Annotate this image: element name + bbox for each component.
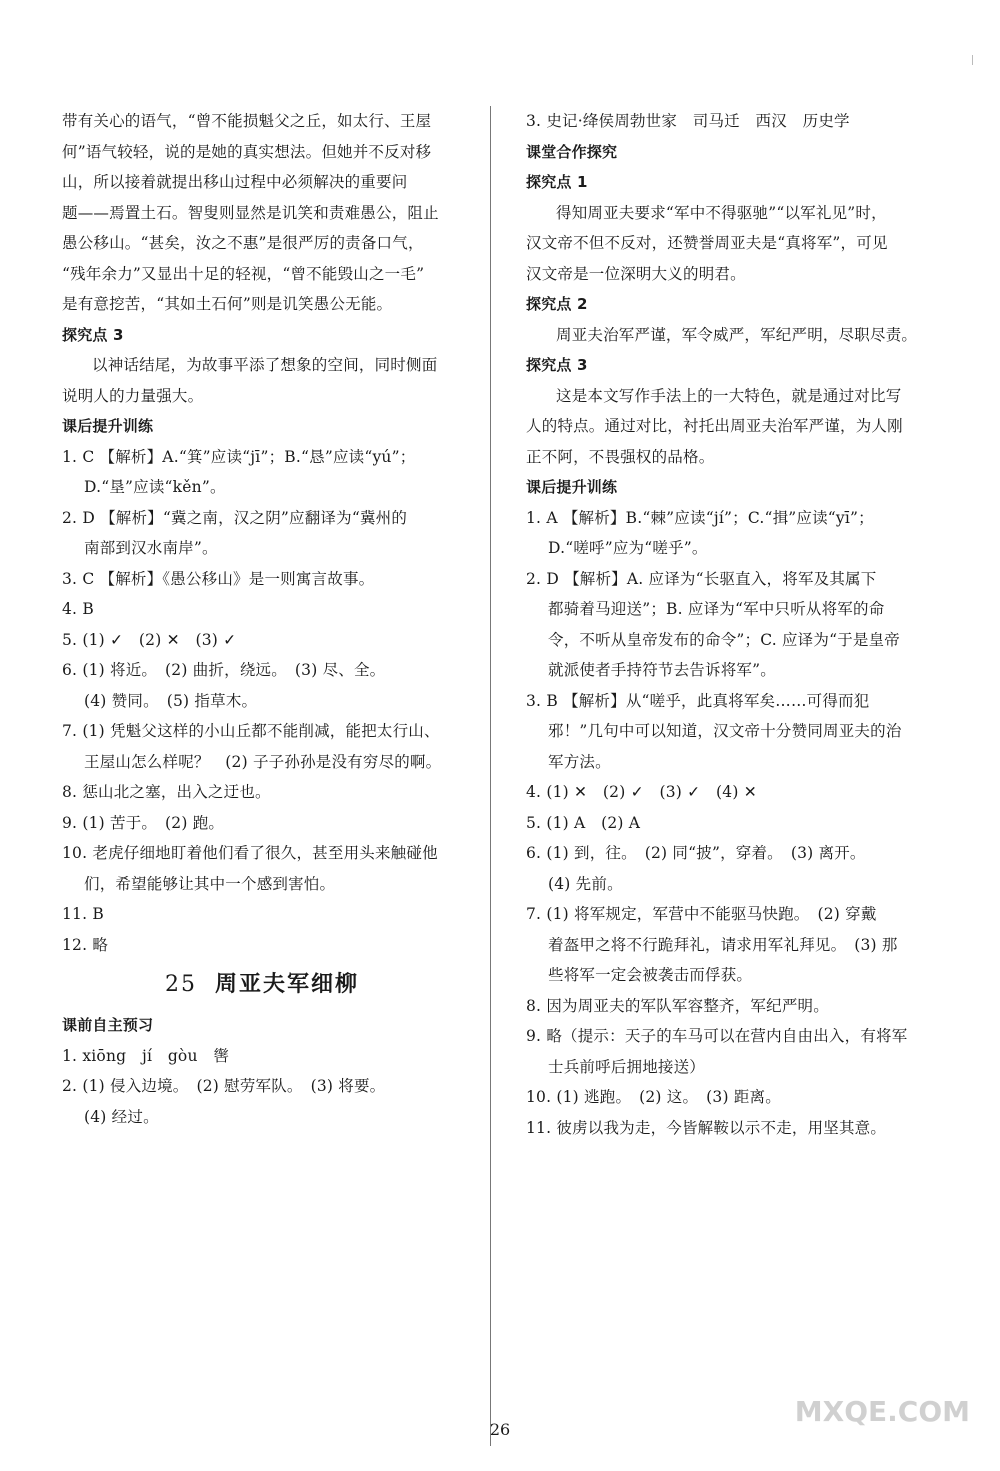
section-heading: 课后提升训练 bbox=[62, 417, 154, 435]
text-line: 带有关心的语气，“曾不能损魁父之丘，如太行、王屋 bbox=[62, 112, 432, 130]
text-line: 们，希望能够让其中一个感到害怕。 bbox=[84, 874, 336, 893]
right-column bbox=[526, 106, 926, 1143]
site-watermark: MXQE.COM bbox=[794, 1395, 970, 1428]
text-line: 士兵前呼后拥地接送） bbox=[548, 1057, 706, 1076]
text-line: 3. B 【解析】从“嗟乎，此真将军矣……可得而犯 bbox=[526, 691, 870, 710]
text-line: 以神话结尾，为故事平添了想象的空间，同时侧面 bbox=[92, 356, 438, 374]
text-line: 题——焉置土石。智叟则显然是讥笑和责难愚公，阻止 bbox=[62, 203, 439, 222]
text-line: 2. D 【解析】A. 应译为“长驱直入，将军及其属下 bbox=[526, 569, 877, 588]
text-line: 王屋山怎么样呢？ (2) 子子孙孙是没有穷尽的啊。 bbox=[84, 752, 442, 771]
text-line: 3. 史记·绛侯周勃世家 司马迁 西汉 历史学 bbox=[526, 112, 850, 130]
text-line: 11. 彼虏以我为走，今皆解鞍以示不走，用坚其意。 bbox=[526, 1118, 887, 1137]
page-number: 26 bbox=[489, 1420, 511, 1439]
text-line: 1. xiōng jí gòu 辔 bbox=[62, 1046, 230, 1065]
text-line: 令，不听从皇帝发布的命令”；C. 应译为“于是皇帝 bbox=[548, 630, 901, 649]
corner-tick-mark bbox=[972, 55, 973, 65]
text-line: 都骑着马迎送”；B. 应译为“军中只听从将军的命 bbox=[548, 600, 885, 618]
left-text-block bbox=[62, 106, 462, 960]
text-line: 6. (1) 到，往。 (2) 同“披”，穿着。 (3) 离开。 bbox=[526, 844, 866, 862]
text-line: 汉文帝不但不反对，还赞誉周亚夫是“真将军”，可见 bbox=[526, 234, 888, 252]
text-line: 何”语气较轻，说的是她的真实想法。但她并不反对移 bbox=[62, 142, 432, 161]
text-line: 周亚夫治军严谨，军令威严，军纪严明，尽职尽责。 bbox=[556, 325, 918, 344]
text-line: 8. 因为周亚夫的军队军容整齐，军纪严明。 bbox=[526, 996, 829, 1015]
text-line: 1. C 【解析】A.“箕”应读“jī”；B.“恳”应读“yú”； bbox=[62, 447, 416, 466]
text-line: 山，所以接着就提出移山过程中必须解决的重要问 bbox=[62, 173, 408, 191]
text-line: 5. (1) A (2) A bbox=[526, 813, 641, 832]
text-line: 是有意挖苦，“其如土石何”则是讥笑愚公无能。 bbox=[62, 295, 393, 313]
section-heading: 探究点 1 bbox=[526, 173, 588, 191]
text-line: 些将军一定会被袭击而俘获。 bbox=[548, 966, 753, 984]
text-line: 4. B bbox=[62, 600, 94, 618]
text-line: 7. (1) 将军规定，军营中不能驱马快跑。 (2) 穿戴 bbox=[526, 905, 877, 923]
left-column bbox=[62, 106, 462, 1132]
right-text-block bbox=[526, 106, 926, 1143]
text-line: “残年余力”又显出十足的轻视，“曾不能毁山之一毛” bbox=[62, 264, 425, 283]
text-line: 10. (1) 逃跑。 (2) 这。 (3) 距离。 bbox=[526, 1088, 781, 1106]
section-heading: 课前自主预习 bbox=[62, 1016, 154, 1034]
text-line: (4) 经过。 bbox=[84, 1107, 159, 1126]
text-line: 人的特点。通过对比，衬托出周亚夫治军严谨，为人刚 bbox=[526, 417, 903, 435]
lesson-title bbox=[62, 960, 462, 1010]
text-line: 1. A 【解析】B.“棘”应读“jí”；C.“揖”应读“yī”； bbox=[526, 508, 874, 527]
text-line: (4) 先前。 bbox=[548, 874, 623, 893]
text-line: 4. (1) ✕ (2) ✓ (3) ✓ (4) ✕ bbox=[526, 783, 757, 801]
text-line: 正不阿，不畏强权的品格。 bbox=[526, 447, 715, 466]
text-line: 11. B bbox=[62, 905, 104, 923]
text-line: 得知周亚夫要求“军中不得驱驰”“以军礼见”时， bbox=[556, 203, 887, 222]
text-line: 2. (1) 侵入边境。 (2) 慰劳军队。 (3) 将要。 bbox=[62, 1077, 386, 1095]
text-line: 南部到汉水南岸”。 bbox=[84, 539, 218, 557]
text-line: 7. (1) 凭魁父这样的小山丘都不能削减，能把太行山、 bbox=[62, 722, 440, 740]
text-line: 3. C 【解析】《愚公移山》是一则寓言故事。 bbox=[62, 569, 375, 588]
text-line: 5. (1) ✓ (2) ✕ (3) ✓ bbox=[62, 630, 237, 649]
text-line: 愚公移山。“甚矣，汝之不惠”是很严厉的责备口气， bbox=[62, 234, 424, 252]
text-line: 着盔甲之将不行跪拜礼，请求用军礼拜见。 (3) 那 bbox=[548, 935, 898, 954]
text-line: D.“嗟呼”应为“嗟乎”。 bbox=[548, 539, 708, 557]
lesson-number: 25 bbox=[164, 972, 197, 997]
text-line: 这是本文写作手法上的一大特色，就是通过对比写 bbox=[556, 386, 902, 405]
text-line: 说明人的力量强大。 bbox=[62, 386, 204, 405]
section-heading: 课堂合作探究 bbox=[526, 142, 618, 161]
text-line: D.“垦”应读“kěn”。 bbox=[84, 478, 226, 496]
text-line: 邪！”几句中可以知道，汉文帝十分赞同周亚夫的治 bbox=[548, 722, 902, 740]
text-line: (4) 赞同。 (5) 指草木。 bbox=[84, 691, 258, 710]
left-after-title-block bbox=[62, 1010, 462, 1132]
text-line: 军方法。 bbox=[548, 752, 611, 771]
text-line: 9. (1) 苦于。 (2) 跑。 bbox=[62, 813, 225, 832]
text-line: 9. 略（提示：天子的车马可以在营内自由出入，有将军 bbox=[526, 1027, 908, 1045]
text-line: 汉文帝是一位深明大义的明君。 bbox=[526, 264, 746, 283]
text-line: 10. 老虎仔细地盯着他们看了很久，甚至用头来触碰他 bbox=[62, 844, 438, 862]
text-line: 8. 惩山北之塞，出入之迂也。 bbox=[62, 783, 271, 801]
section-heading: 课后提升训练 bbox=[526, 478, 618, 496]
text-line: 就派使者手持符节去告诉将军”。 bbox=[548, 661, 776, 679]
text-line: 2. D 【解析】“冀之南，汉之阴”应翻译为“冀州的 bbox=[62, 508, 408, 527]
column-divider bbox=[490, 106, 491, 1446]
text-line: 6. (1) 将近。 (2) 曲折，绕远。 (3) 尽、全。 bbox=[62, 661, 386, 679]
section-heading: 探究点 2 bbox=[526, 295, 588, 313]
lesson-title-text: 周亚夫军细柳 bbox=[214, 972, 359, 997]
section-heading: 探究点 3 bbox=[62, 325, 124, 344]
section-heading: 探究点 3 bbox=[526, 356, 588, 374]
text-line: 12. 略 bbox=[62, 935, 109, 954]
